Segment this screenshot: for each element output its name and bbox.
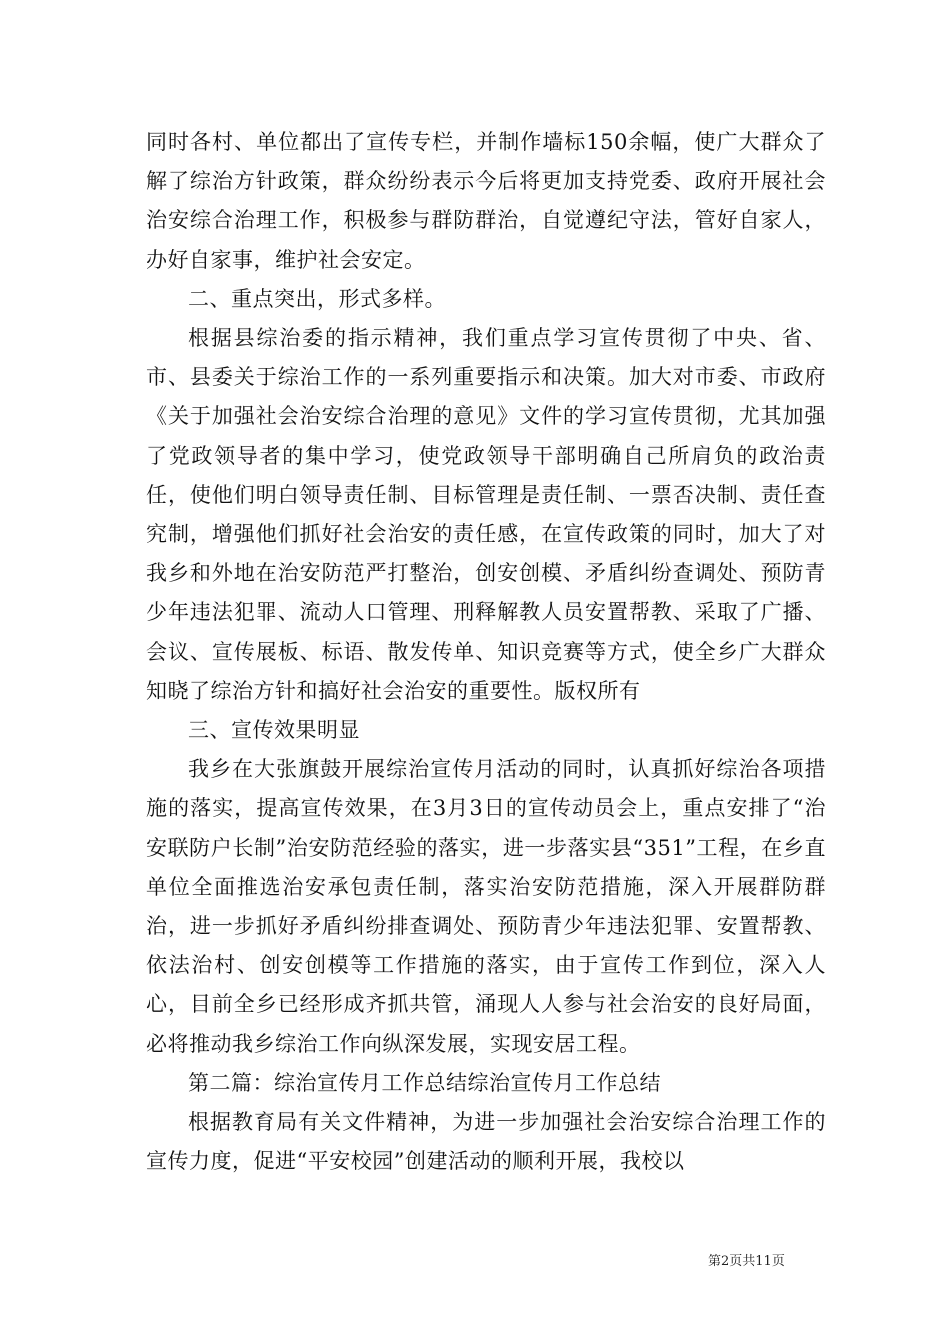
document-body [146,123,826,1181]
paragraph-continuation: 同时各村、单位都出了宣传专栏，并制作墙标150余幅，使广大群众了解了综治方针政策，群众纷纷表示今后将更加支持党委、政府开展社会治安综合治理工作，积极参与群防群治，自觉遵纪守法，管好自家人，办好自家事，维护社会安定。 [146,130,826,272]
chapter-title-second: 第二篇：综治宣传月工作总结综治宣传月工作总结 [188,1070,661,1095]
paragraph-section-two: 根据县综治委的指示精神，我们重点学习宣传贯彻了中央、省、市、县委关于综治工作的一系列重要指示和决策。加大对市委、市政府《关于加强社会治安综合治理的意见》文件的学习宣传贯彻，尤其加强了党政领导者的集中学习，使党政领导干部明确自己所肩负的政治责任，使他们明白领导责任制、目标管理是责任制、一票否决制、责任查究制，增强他们抓好社会治安的责任感，在宣传政策的同时，加大了对我乡和外地在治安防范严打整治，创安创模、矛盾纠纷查调处、预防青少年违法犯罪、流动人口管理、刑释解教人员安置帮教、采取了广播、会议、宣传展板、标语、散发传单、知识竞赛等方式，使全乡广大群众知晓了综治方针和搞好社会治安的重要性。版权所有 [146,326,826,703]
section-heading-three: 三、宣传效果明显 [188,718,360,743]
paragraph-section-three: 我乡在大张旗鼓开展综治宣传月活动的同时，认真抓好综治各项措施的落实，提高宣传效果，在3月3日的宣传动员会上，重点安排了“治安联防户长制”治安防范经验的落实，进一步落实县“351”工程，在乡直单位全面推选治安承包责任制，落实治安防范措施，深入开展群防群治，进一步抓好矛盾纠纷排查调处、预防青少年违法犯罪、安置帮教、依法治村、创安创模等工作措施的落实，由于宣传工作到位，深入人心，目前全乡已经形成齐抓共管，涌现人人参与社会治安的良好局面，必将推动我乡综治工作向纵深发展，实现安居工程。 [146,757,826,1056]
section-heading-two: 二、重点突出，形式多样。 [188,286,446,311]
page-number-footer: 第2页共11页 [708,1254,785,1269]
paragraph-second-chapter-intro: 根据教育局有关文件精神，为进一步加强社会治安综合治理工作的宣传力度，促进“平安校园”创建活动的顺利开展，我校以 [146,1110,826,1174]
